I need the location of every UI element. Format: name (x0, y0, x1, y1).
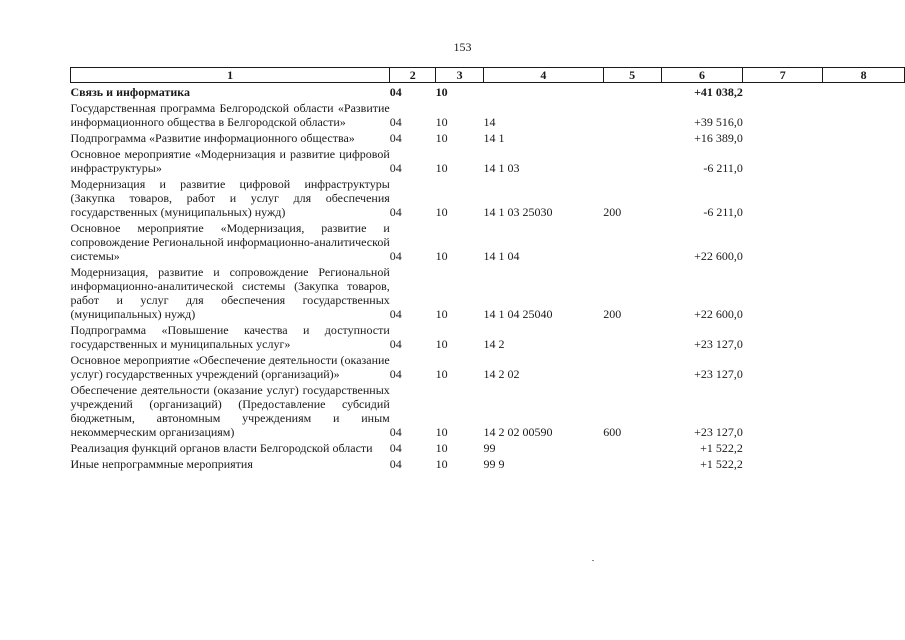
row-name: Государственная программа Белгородской области «Развитие информационного общества в Белгородской области» (70, 101, 390, 129)
row-target-article: 14 2 02 00590 (483, 425, 553, 439)
table-row (71, 381, 905, 439)
row-name: Подпрограмма «Развитие информационного общества» (70, 131, 355, 145)
table-row (71, 145, 905, 175)
row-col8 (823, 145, 905, 175)
row-subsection: 10 (435, 131, 448, 145)
row-expense-type (603, 439, 661, 455)
row-col7 (743, 439, 823, 455)
table-row (71, 219, 905, 263)
row-col7 (743, 145, 823, 175)
row-amount: +22 600,0 (694, 249, 743, 263)
row-target-article: 14 1 03 25030 (483, 205, 553, 219)
table-row (71, 439, 905, 455)
row-col7 (743, 175, 823, 219)
row-subsection: 10 (435, 205, 448, 219)
row-col7 (743, 99, 823, 129)
header-cell-7: 7 (743, 68, 823, 83)
row-subsection: 10 (435, 115, 448, 129)
row-expense-type (603, 83, 661, 100)
row-expense-type (603, 99, 661, 129)
row-col8 (823, 351, 905, 381)
page-number: 153 (453, 40, 472, 54)
row-subsection: 10 (435, 307, 448, 321)
row-amount: +41 038,2 (694, 85, 743, 99)
row-expense-type: 200 (603, 307, 622, 321)
row-subsection: 10 (435, 425, 448, 439)
row-section: 04 (389, 441, 402, 455)
header-row (71, 68, 905, 83)
row-col8 (823, 99, 905, 129)
header-cell-6: 6 (661, 68, 743, 83)
table-row (71, 321, 905, 351)
table-row (71, 129, 905, 145)
header-cell-1: 1 (71, 68, 390, 83)
row-col7 (743, 455, 823, 471)
row-expense-type (603, 455, 661, 471)
row-name: Основное мероприятие «Модернизация, развитие и сопровождение Региональной информационно-аналитической системы» (70, 221, 390, 263)
row-name: Связь и информатика (70, 85, 191, 99)
row-amount: +39 516,0 (694, 115, 743, 129)
header-cell-3: 3 (436, 68, 484, 83)
row-amount: +1 522,2 (700, 441, 743, 455)
header-cell-5: 5 (603, 68, 661, 83)
row-col8 (823, 439, 905, 455)
row-col8 (823, 175, 905, 219)
row-expense-type: 600 (603, 425, 622, 439)
row-col8 (823, 129, 905, 145)
row-col7 (743, 219, 823, 263)
row-target-article: 14 2 02 (483, 367, 520, 381)
scan-dot (592, 560, 594, 561)
row-name: Обеспечение деятельности (оказание услуг) государственных учреждений (организаций) (Предоставление субсидий бюджетным, автономным учреждениям и иным некоммерческим организациям) (70, 383, 390, 439)
row-subsection: 10 (435, 337, 448, 351)
row-section: 04 (389, 425, 402, 439)
table-row (71, 175, 905, 219)
row-subsection: 10 (435, 441, 448, 455)
row-amount: +23 127,0 (694, 337, 743, 351)
row-section: 04 (389, 249, 402, 263)
row-name: Иные непрограммные мероприятия (70, 457, 253, 471)
row-amount: +23 127,0 (694, 367, 743, 381)
row-subsection: 10 (435, 457, 448, 471)
header-cell-2: 2 (390, 68, 436, 83)
row-target-article: 14 1 04 (483, 249, 520, 263)
table-row (71, 99, 905, 129)
row-section: 04 (389, 457, 402, 471)
row-amount: +22 600,0 (694, 307, 743, 321)
row-target-article: 14 1 03 (483, 161, 520, 175)
table-row (71, 351, 905, 381)
row-name: Реализация функций органов власти Белгородской области (70, 441, 373, 455)
budget-table (70, 67, 905, 471)
row-col8 (823, 455, 905, 471)
row-amount: +23 127,0 (694, 425, 743, 439)
row-expense-type (603, 129, 661, 145)
row-target-article: 14 (483, 115, 496, 129)
row-section: 04 (389, 337, 402, 351)
row-col8 (823, 83, 905, 100)
row-section: 04 (389, 307, 402, 321)
row-subsection: 10 (435, 367, 448, 381)
row-col8 (823, 321, 905, 351)
row-target-article: 14 1 04 25040 (483, 307, 553, 321)
row-section: 04 (389, 205, 402, 219)
row-col8 (823, 381, 905, 439)
row-col7 (743, 321, 823, 351)
row-target-article: 14 1 (483, 131, 505, 145)
row-section: 04 (389, 115, 402, 129)
header-cell-8: 8 (823, 68, 905, 83)
row-expense-type (603, 321, 661, 351)
row-expense-type: 200 (603, 205, 622, 219)
table-row (71, 455, 905, 471)
row-col7 (743, 381, 823, 439)
row-col7 (743, 83, 823, 100)
table-row (71, 83, 905, 100)
row-name: Основное мероприятие «Обеспечение деятельности (оказание услуг) государственных учреждений (организаций)» (70, 353, 390, 381)
table-row (71, 263, 905, 321)
row-section: 04 (389, 367, 402, 381)
row-section: 04 (389, 161, 402, 175)
row-subsection: 10 (435, 249, 448, 263)
row-subsection: 10 (435, 85, 448, 99)
row-col8 (823, 263, 905, 321)
row-target-article (484, 83, 604, 100)
row-section: 04 (389, 131, 402, 145)
row-amount: +16 389,0 (694, 131, 743, 145)
row-col8 (823, 219, 905, 263)
row-target-article: 99 9 (483, 457, 505, 471)
table-body (71, 83, 905, 472)
row-col7 (743, 129, 823, 145)
row-expense-type (603, 219, 661, 263)
row-name: Модернизация и развитие цифровой инфраструктуры (Закупка товаров, работ и услуг для обеспечения государственных (муниципальных) нужд) (70, 177, 390, 219)
row-target-article: 99 (483, 441, 496, 455)
row-subsection: 10 (435, 161, 448, 175)
row-expense-type (603, 351, 661, 381)
row-expense-type (603, 145, 661, 175)
row-col7 (743, 263, 823, 321)
row-col7 (743, 351, 823, 381)
row-name: Основное мероприятие «Модернизация и развитие цифровой инфраструктуры» (70, 147, 390, 175)
row-amount: -6 211,0 (703, 161, 743, 175)
row-name: Подпрограмма «Повышение качества и доступности государственных и муниципальных услуг» (70, 323, 390, 351)
row-section: 04 (389, 85, 402, 99)
header-cell-4: 4 (484, 68, 604, 83)
row-amount: -6 211,0 (703, 205, 743, 219)
row-amount: +1 522,2 (700, 457, 743, 471)
row-target-article: 14 2 (483, 337, 505, 351)
row-name: Модернизация, развитие и сопровождение Региональной информационно-аналитической системы (Закупка товаров, работ и услуг для обеспечения государственных (муниципальных) нужд) (70, 265, 390, 321)
